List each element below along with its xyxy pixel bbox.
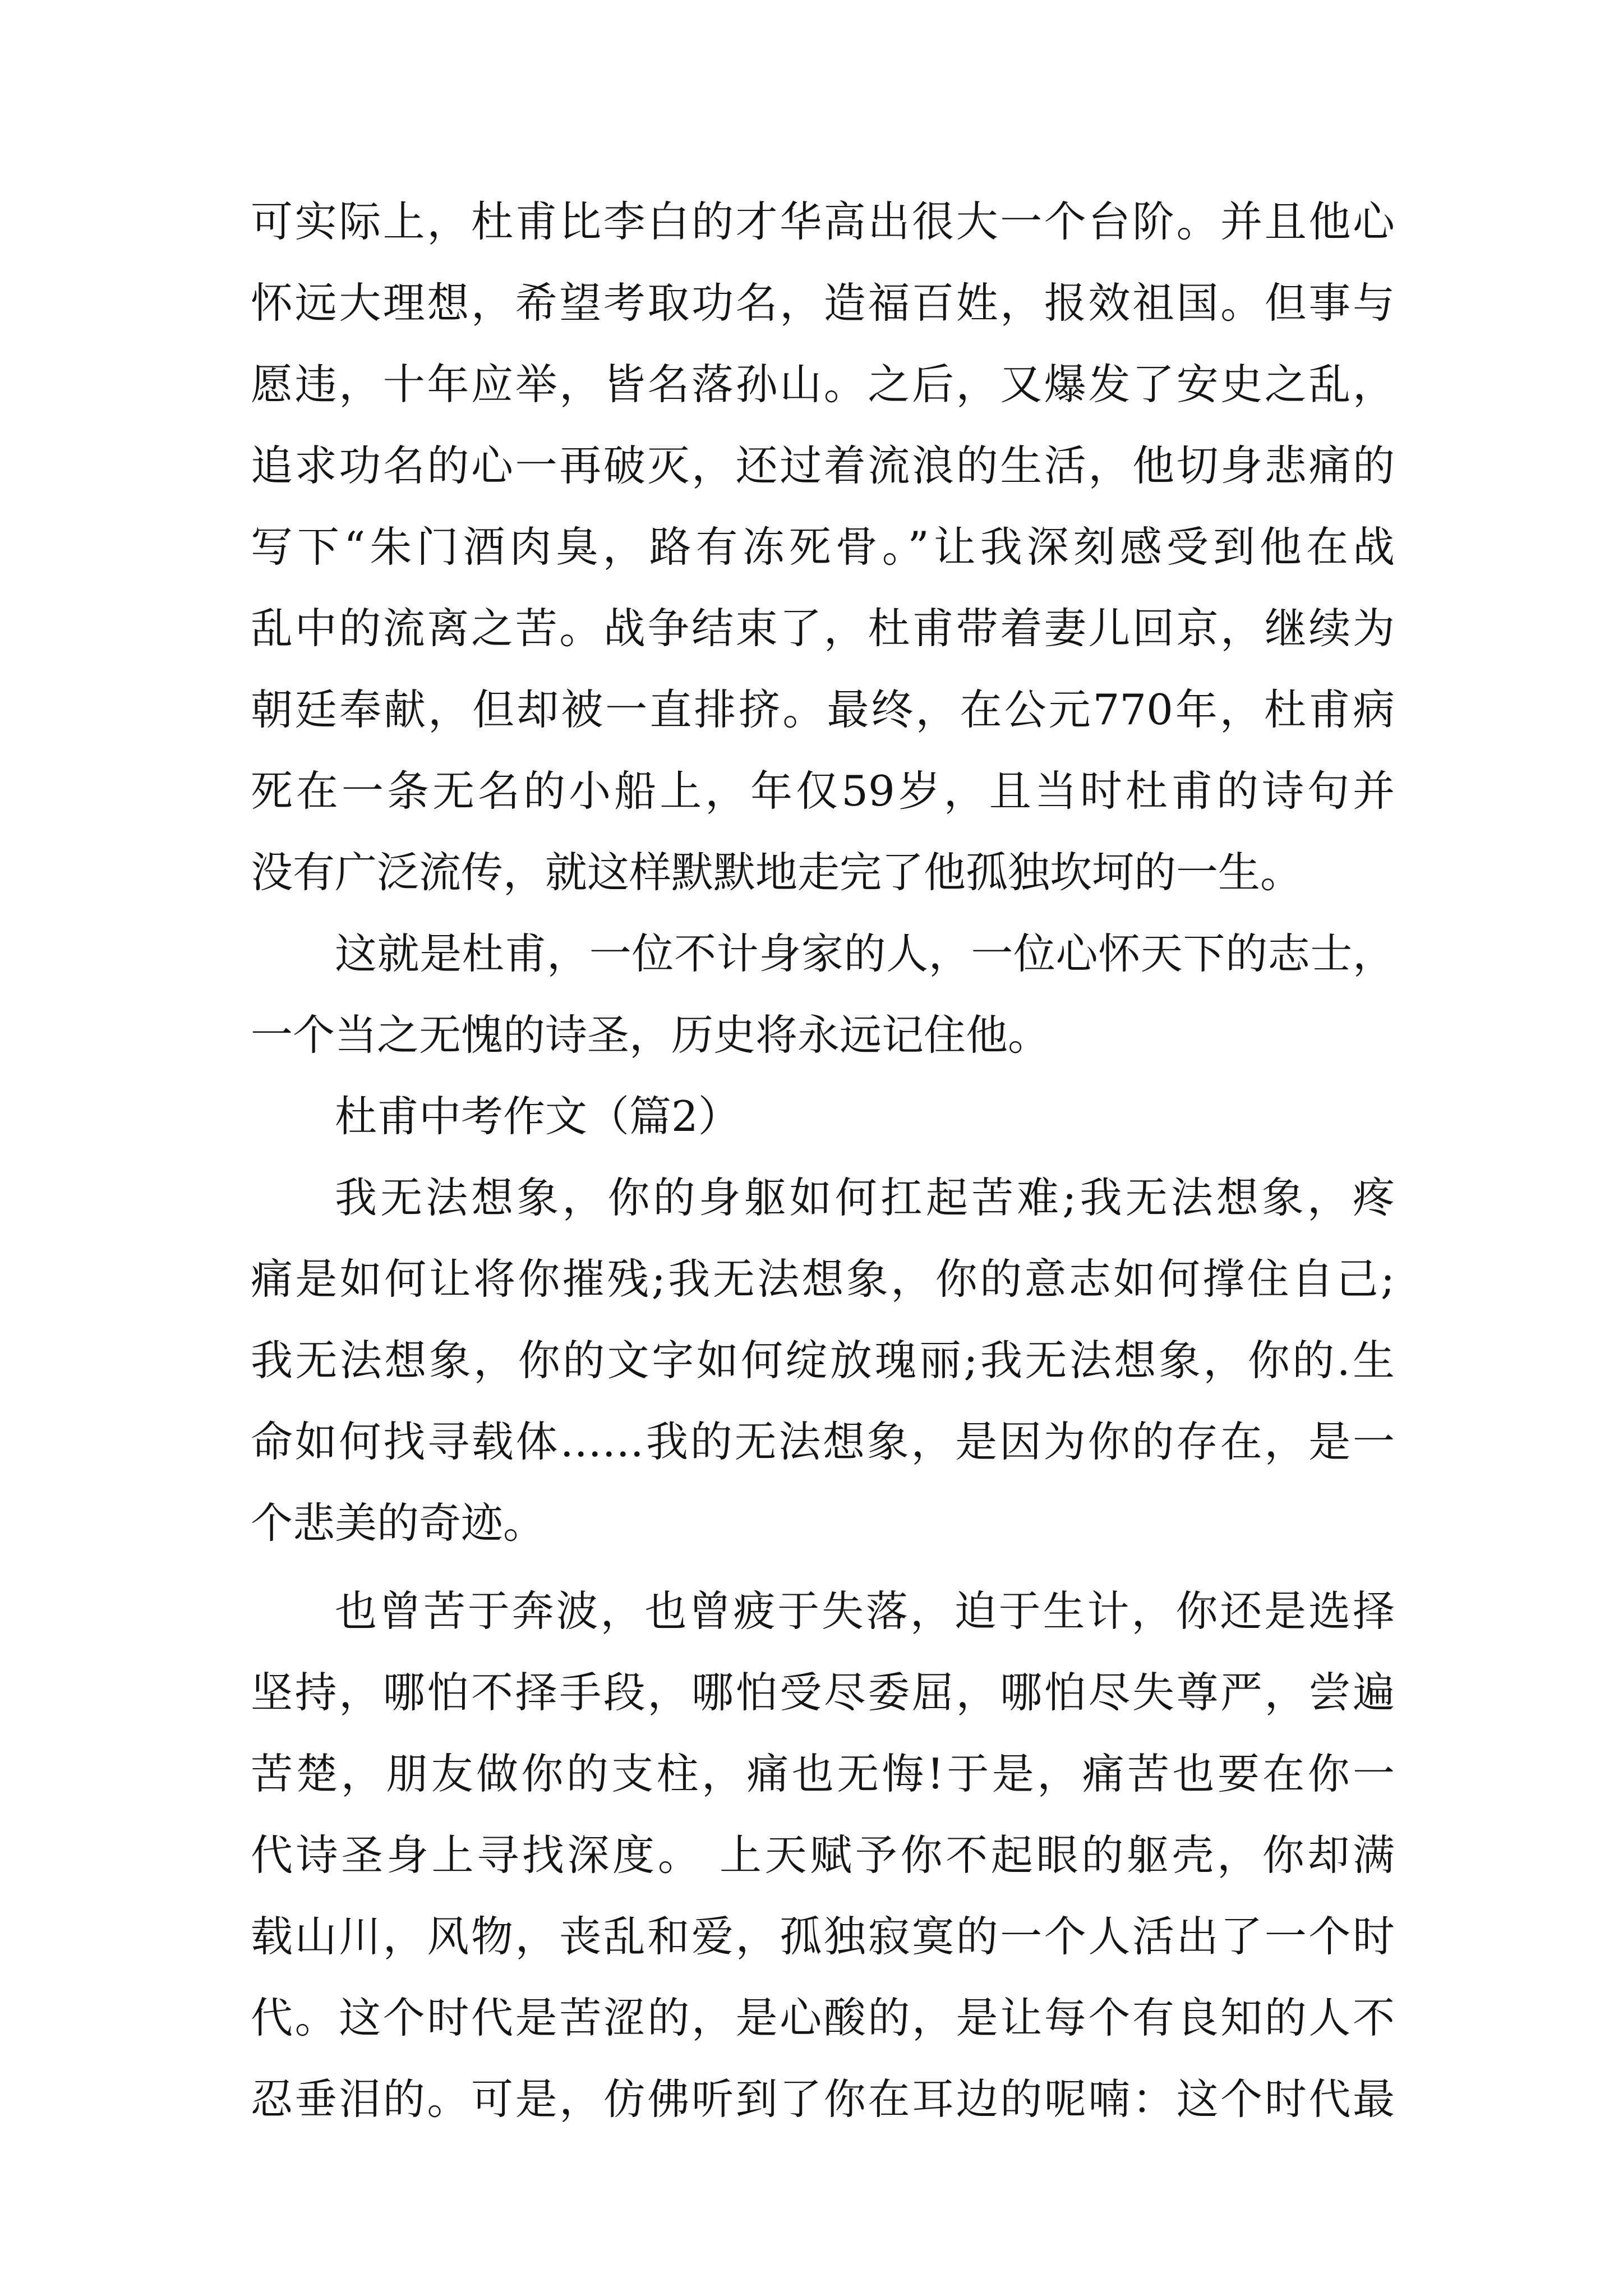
text-line: 载山川，风物，丧乱和爱，孤独寂寞的一个人活出了一个时 [251,1912,1395,1961]
text-line: 我无法想象，你的身躯如何扛起苦难;我无法想象，疼 [335,1173,1395,1222]
text-line: 命如何找寻载体……我的无法想象，是因为你的存在，是一 [251,1417,1395,1466]
text-line: 也曾苦于奔波，也曾疲于失落，迫于生计，你还是选择 [335,1586,1395,1636]
paragraph [251,1157,1395,1564]
text-line: 苦楚，朋友做你的支柱，痛也无悔!于是，痛苦也要在你一 [251,1749,1395,1798]
heading-text: 杜甫中考作文（篇2） [335,1092,740,1141]
paragraph [251,181,1395,913]
text-line: 可实际上，杜甫比李白的才华高出很大一个台阶。并且他心 [251,197,1395,246]
text-line: 死在一条无名的小船上，年仅59岁，且当时杜甫的诗句并 [251,766,1395,816]
document-body [251,181,1395,2140]
section-heading [251,1076,1395,1157]
text-line: 坚持，哪怕不择手段，哪怕受尽委屈，哪怕尽失尊严，尝遍 [251,1668,1395,1717]
text-line: 愿违，十年应举，皆名落孙山。之后，又爆发了安史之乱， [251,360,1395,409]
text-line: 乱中的流离之苦。战争结束了，杜甫带着妻儿回京，继续为 [251,604,1395,653]
paragraph [251,913,1395,1076]
text-line: 一个当之无愧的诗圣，历史将永远记住他。 [251,1010,1050,1060]
text-line: 写下“朱门酒肉臭，路有冻死骨。”让我深刻感受到他在战 [251,522,1395,572]
text-line: 个悲美的奇迹。 [251,1498,546,1548]
text-line: 朝廷奉献，但却被一直排挤。最终，在公元770年，杜甫病 [251,685,1395,734]
text-line: 怀远大理想，希望考取功名，造福百姓，报效祖国。但事与 [251,278,1395,328]
text-line: 痛是如何让将你摧残;我无法想象，你的意志如何撑住自己; [251,1254,1395,1304]
text-line: 没有广泛流传，就这样默默地走完了他孤独坎坷的一生。 [251,848,1303,897]
text-line: 我无法想象，你的文字如何绽放瑰丽;我无法想象，你的.生 [251,1336,1395,1385]
paragraph [251,1571,1395,2140]
text-line: 代诗圣身上寻找深度。 上天赋予你不起眼的躯壳，你却满 [251,1830,1395,1880]
text-line: 这就是杜甫，一位不计身家的人，一位心怀天下的志士， [335,929,1395,978]
text-line: 追求功名的心一再破灭，还过着流浪的生活，他切身悲痛的 [251,441,1395,490]
text-line: 代。这个时代是苦涩的，是心酸的，是让每个有良知的人不 [251,1993,1395,2042]
text-line: 忍垂泪的。可是，仿佛听到了你在耳边的呢喃：这个时代最 [251,2074,1395,2124]
